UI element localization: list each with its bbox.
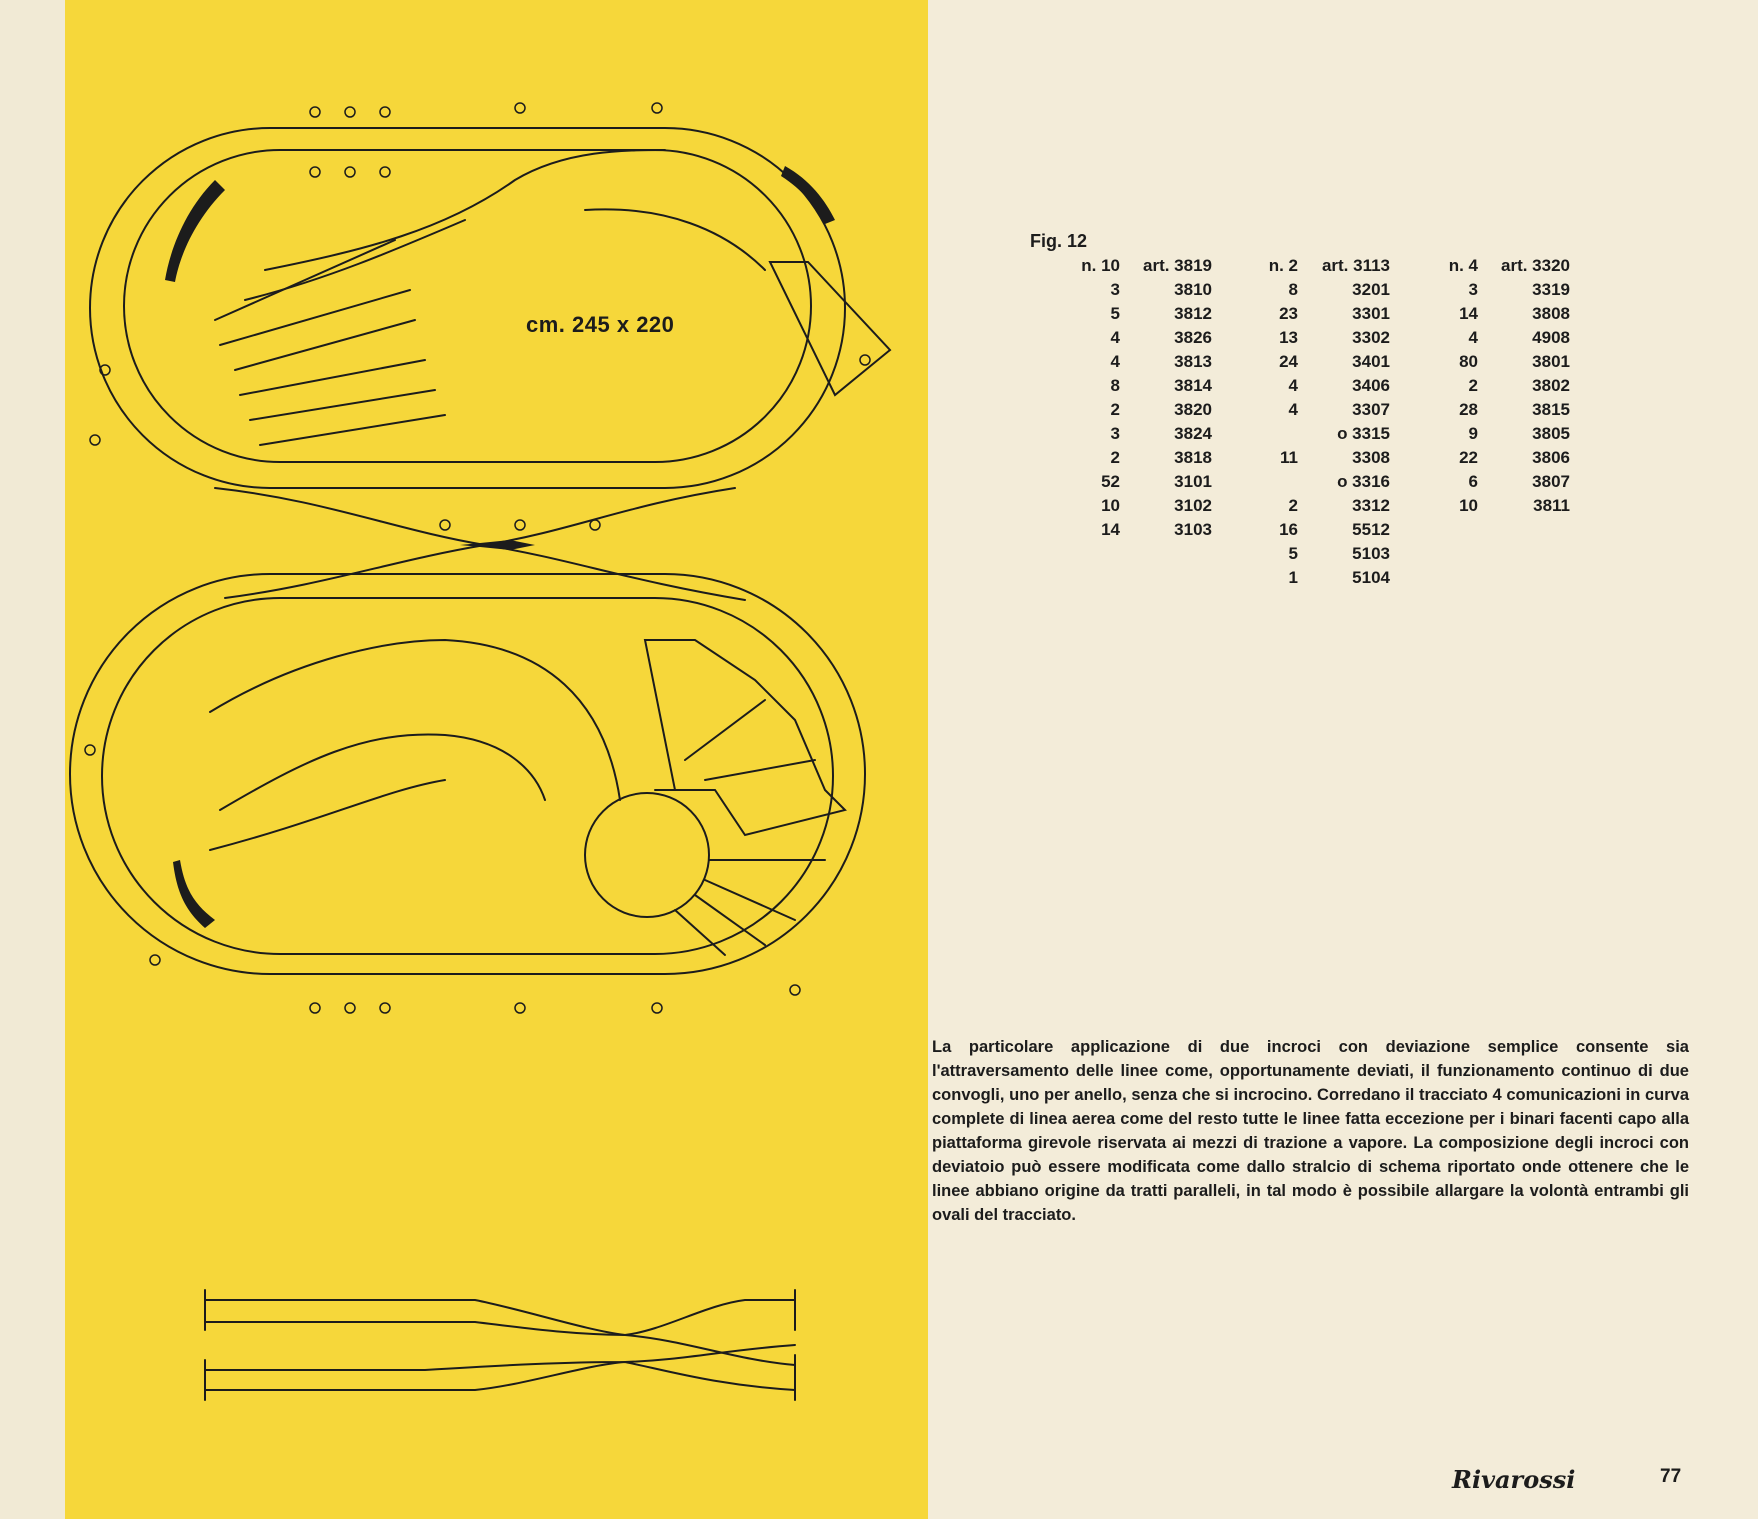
parts-row: 16 5512 <box>1279 520 1390 539</box>
page-spine <box>0 0 65 1519</box>
lower-siding-middle <box>220 734 545 810</box>
parts-row: 23 3301 <box>1279 304 1390 323</box>
parts-row: 5 3812 <box>1110 304 1212 323</box>
lower-oval-outer <box>70 574 865 974</box>
parts-row: 5 5103 <box>1288 544 1390 563</box>
parts-row: 13 3302 <box>1279 328 1390 347</box>
excerpt-track-2 <box>205 1322 795 1365</box>
parts-row: 4 3307 <box>1288 400 1390 419</box>
parts-row: 2 3312 <box>1288 496 1390 515</box>
parts-row: 80 3801 <box>1459 352 1570 371</box>
parts-row: 8 3814 <box>1110 376 1212 395</box>
parts-row: 4 3826 <box>1110 328 1212 347</box>
parts-row: 28 3815 <box>1459 400 1570 419</box>
parts-row: 3 3824 <box>1110 424 1212 443</box>
roundhouse <box>645 640 845 835</box>
track-layout-diagram <box>65 0 928 1519</box>
description-paragraph: La particolare applicazione di due incroci con deviazione semplice consente sia l'attraversamento delle linee come, opportunamente deviati, il funzionamento continuo di due convogli, uno per anello, senza che si incrocino. Corredano il tracciato 4 comunicazioni in curva complete di linea aerea come del resto tutte le linee fatta eccezione per i binari facenti capo alla piattaforma girevole riservata ai mezzi di trazione a vapore. La composizione degli incroci con deviatoio può essere modificata come dallo stralcio di schema riportato onde ottenere che le linee abbiano origine da tratti paralleli, in tal modo è possibile allargare la volontà entrambi gli ovali del tracciato. <box>932 1037 1689 1224</box>
excerpt-track-1 <box>205 1300 795 1335</box>
parts-row: 2 3818 <box>1110 448 1212 467</box>
loading-platform <box>770 262 890 395</box>
layout-dimensions: cm. 245 x 220 <box>526 312 675 337</box>
parts-row: 4 3813 <box>1110 352 1212 371</box>
parts-row: 2 3820 <box>1110 400 1212 419</box>
parts-row: 1 5104 <box>1288 568 1390 587</box>
parts-row: 52 3101 <box>1101 472 1212 491</box>
parts-row: o 3316 <box>1337 472 1390 491</box>
parts-row: 9 3805 <box>1468 424 1570 443</box>
parts-row: 11 3308 <box>1280 448 1390 467</box>
turntable <box>585 793 709 917</box>
parts-row: 3 3810 <box>1110 280 1212 299</box>
parts-row: 10 3102 <box>1101 496 1212 515</box>
parts-column-1 <box>1070 254 1212 542</box>
page-number: 77 <box>1660 1466 1682 1487</box>
parts-row: n. 2 art. 3113 <box>1268 256 1390 275</box>
parts-row: n. 4 art. 3320 <box>1448 256 1570 275</box>
parts-row: 10 3811 <box>1459 496 1570 515</box>
upper-oval-inner <box>124 150 811 462</box>
lower-siding-upper <box>210 640 620 800</box>
text-page <box>928 0 1758 1519</box>
parts-row: 14 3103 <box>1101 520 1212 539</box>
upper-branch <box>585 209 765 270</box>
parts-row: 4 4908 <box>1468 328 1570 347</box>
parts-row: 6 3807 <box>1468 472 1570 491</box>
brand-logo: Rivarossi <box>1452 1465 1576 1494</box>
parts-row: 3 3319 <box>1468 280 1570 299</box>
parts-row: 4 3406 <box>1288 376 1390 395</box>
figure-label: Fig. 12 <box>1030 231 1088 251</box>
parts-column-3 <box>1428 254 1570 518</box>
parts-row: 22 3806 <box>1459 448 1570 467</box>
parts-row: 14 3808 <box>1459 304 1570 323</box>
parts-row: 8 3201 <box>1288 280 1390 299</box>
parts-row: 2 3802 <box>1468 376 1570 395</box>
parts-row: 24 3401 <box>1279 352 1390 371</box>
upper-oval-outer <box>90 128 845 488</box>
parts-row: n. 10 art. 3819 <box>1081 256 1212 275</box>
parts-column-2 <box>1248 254 1390 590</box>
parts-row: o 3315 <box>1337 424 1390 443</box>
